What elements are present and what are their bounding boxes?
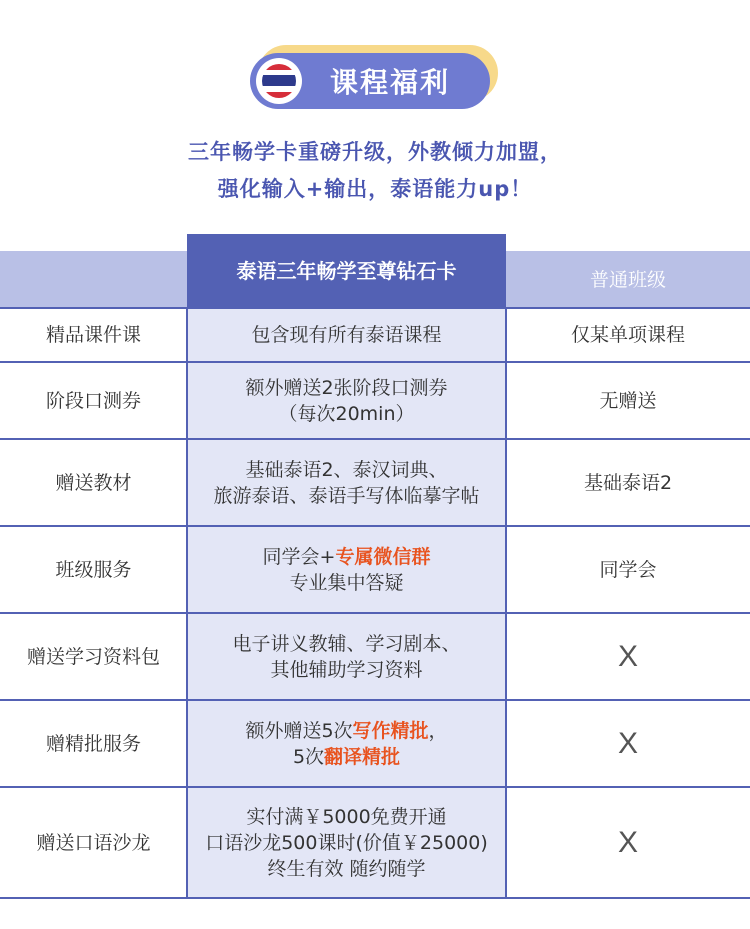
table-row-premium: 基础泰语2、泰汉词典、 旅游泰语、泰语手写体临摹字帖 — [213, 458, 480, 507]
table-row-regular: 基础泰语2 — [583, 471, 673, 494]
not-included-mark: X — [617, 639, 638, 673]
flag-badge — [256, 58, 302, 104]
table-row-feature: 赠送口语沙龙 — [36, 831, 151, 854]
subtitle-line-2: 强化输入+输出，泰语能力up！ — [217, 177, 533, 201]
highlight-text: 专属微信群 — [335, 545, 431, 568]
table-row-premium: 实付满￥5000免费开通 口语沙龙500课时(价值￥25000) 终生有效 随约随学 — [205, 805, 488, 880]
table-row-feature: 班级服务 — [55, 558, 132, 581]
table-row-regular: 无赠送 — [599, 389, 657, 412]
table-row-premium: 包含现有所有泰语课程 — [251, 324, 442, 346]
table-row-feature: 阶段口测券 — [45, 389, 141, 412]
table-row-premium: 额外赠送2张阶段口测券 （每次20min） — [245, 376, 448, 425]
subtitle-line-1: 三年畅学卡重磅升级，外教倾力加盟， — [188, 140, 562, 164]
table-row-regular: 仅某单项课程 — [570, 324, 685, 346]
table-row-premium: 电子讲义教辅、学习剧本、 其他辅助学习资料 — [232, 632, 461, 681]
highlight-text: 翻译精批 — [324, 745, 401, 768]
table-row-premium: 额外赠送5次写作精批， 5次翻译精批 — [245, 719, 448, 768]
table-row-regular: 同学会 — [599, 558, 657, 581]
title-pill — [250, 53, 490, 109]
not-included-mark: X — [617, 726, 638, 760]
highlight-text: 写作精批 — [352, 719, 429, 742]
table-row-feature: 赠送教材 — [55, 471, 132, 494]
table-row-feature: 赠送学习资料包 — [26, 645, 160, 668]
premium-column-header: 泰语三年畅学至尊钻石卡 — [187, 234, 506, 308]
table-row-feature: 赠精批服务 — [45, 732, 141, 755]
table-row-feature: 精品课件课 — [45, 324, 141, 346]
regular-column-header: 普通班级 — [589, 268, 666, 291]
thailand-flag-icon — [262, 64, 296, 98]
table-row-premium: 同学会+专属微信群 专业集中答疑 — [262, 545, 431, 594]
not-included-mark: X — [617, 825, 638, 859]
page-title: 课程福利 — [329, 66, 450, 99]
